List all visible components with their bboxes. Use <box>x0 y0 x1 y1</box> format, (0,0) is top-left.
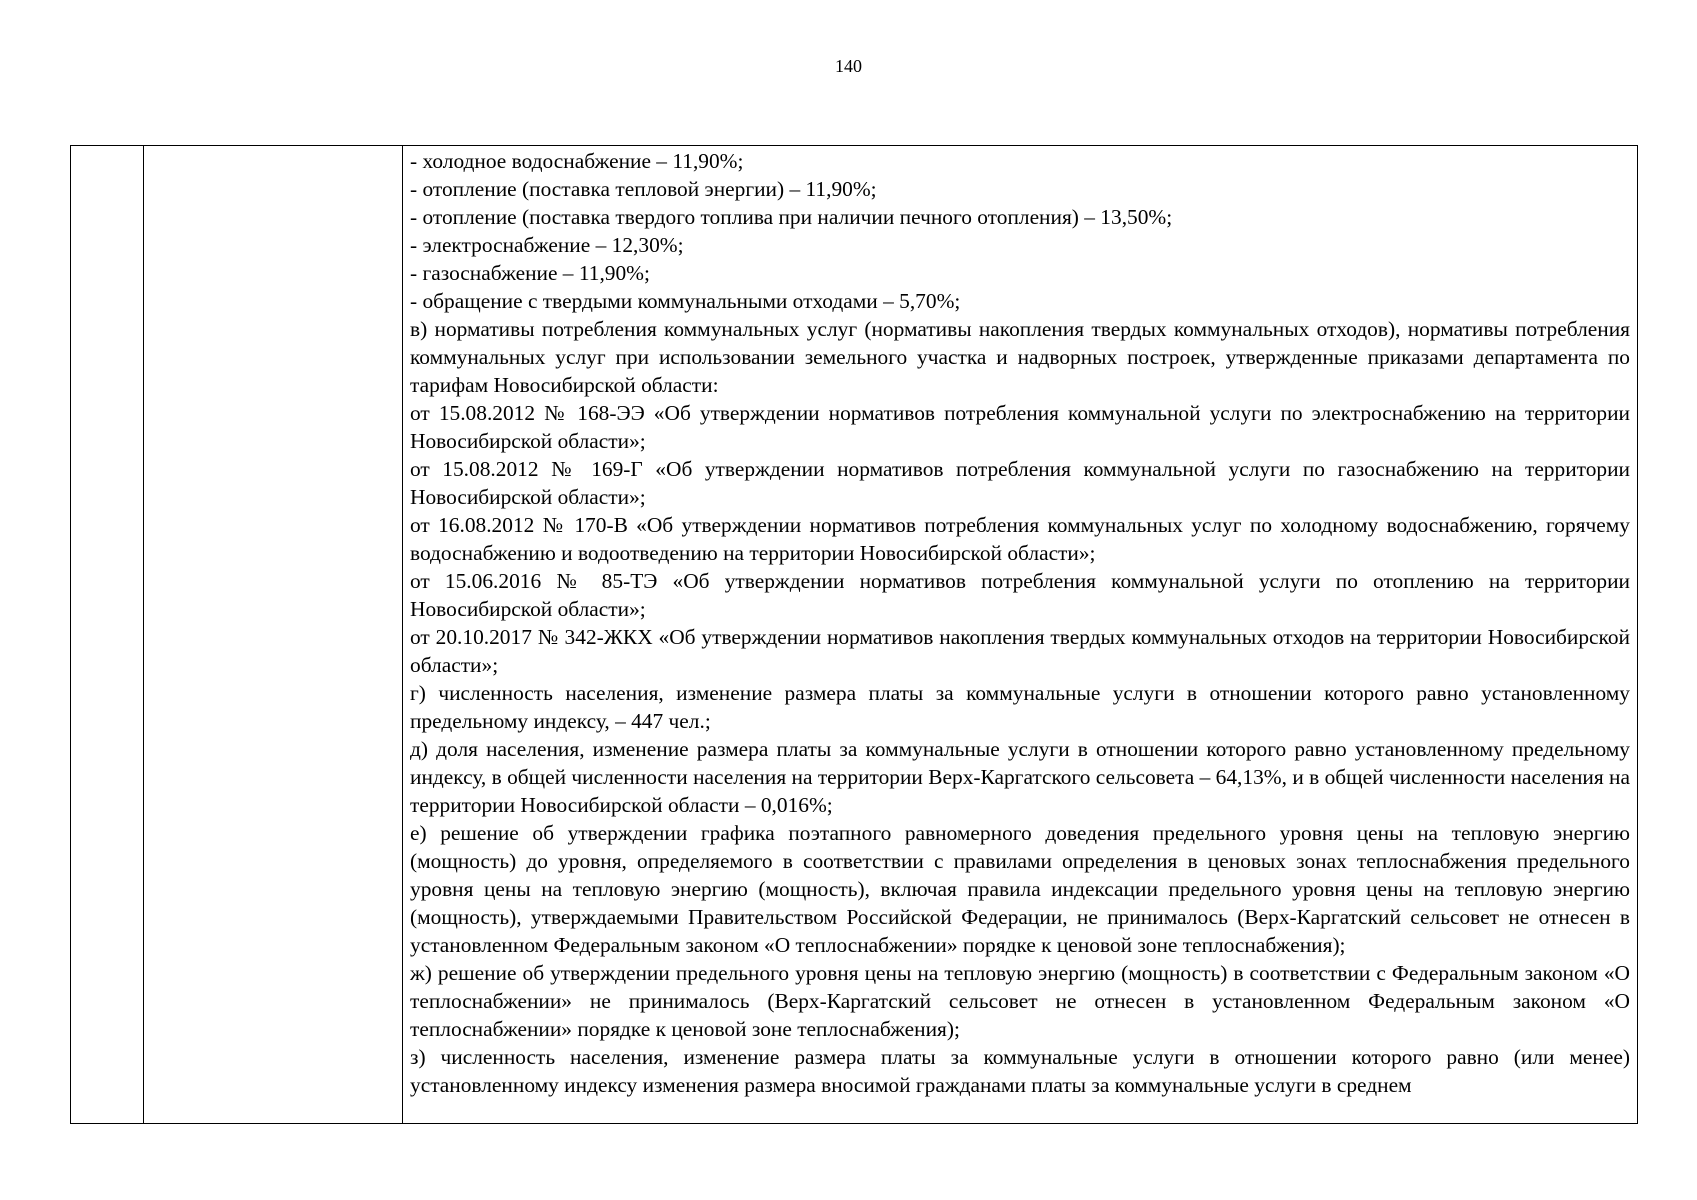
table-row <box>71 146 1638 1124</box>
list-item: - отопление (поставка тепловой энергии) – 11,90%; <box>410 177 877 201</box>
list-item: - отопление (поставка твердого топлива при наличии печного отопления) – 13,50%; <box>410 205 1173 229</box>
paragraph-g: г) численность населения, изменение размера платы за коммунальные услуги в отношении которого равно установленному предельному индексу, – 447 чел.; <box>410 681 1630 733</box>
paragraph-e: е) решение об утверждении графика поэтапного равномерного доведения предельного уровня цены на тепловую энергию (мощность) до уровня, определяемого в соответствии с правилами определения в ценовых зонах теплоснабжения предельного уровня цены на тепловую энергию (мощность), включая правила индексации предельного уровня цены на тепловую энергию (мощность), утверждаемыми Правительством Российской Федерации, не принималось (Верх-Каргатский сельсовет не отнесен в установленном Федеральным законом «О теплоснабжении» порядке к ценовой зоне теплоснабжения); <box>410 821 1630 957</box>
order-169-g: от 15.08.2012 № 169-Г «Об утверждении нормативов потребления коммунальной услуги по газоснабжению на территории Новосибирской области»; <box>410 457 1630 509</box>
paragraph-z: з) численность населения, изменение размера платы за коммунальные услуги в отношении которого равно (или менее) установленному индексу изменения размера вносимой гражданами платы за коммунальные услуги в среднем <box>410 1045 1630 1097</box>
content-text <box>403 146 1637 1099</box>
list-item: - обращение с твердыми коммунальными отходами – 5,70%; <box>410 289 961 313</box>
document-table <box>70 145 1638 1124</box>
order-85-te: от 15.06.2016 № 85-ТЭ «Об утверждении нормативов потребления коммунальной услуги по отоплению на территории Новосибирской области»; <box>410 569 1630 621</box>
order-342-zhkh: от 20.10.2017 № 342-ЖКХ «Об утверждении нормативов накопления твердых коммунальных отходов на территории Новосибирской области»; <box>410 625 1630 677</box>
order-170-v: от 16.08.2012 № 170-В «Об утверждении нормативов потребления коммунальных услуг по холодному водоснабжению, горячему водоснабжению и водоотведению на территории Новосибирской области»; <box>410 513 1630 565</box>
list-item: - электроснабжение – 12,30%; <box>410 233 684 257</box>
list-item: - холодное водоснабжение – 11,90%; <box>410 149 744 173</box>
order-168-ee: от 15.08.2012 № 168-ЭЭ «Об утверждении нормативов потребления коммунальной услуги по электроснабжению на территории Новосибирской области»; <box>410 401 1630 453</box>
paragraph-v: в) нормативы потребления коммунальных услуг (нормативы накопления твердых коммунальных отходов), нормативы потребления коммунальных услуг при использовании земельного участка и надворных построек, утвержденные приказами департамента по тарифам Новосибирской области: <box>410 317 1630 397</box>
paragraph-zh: ж) решение об утверждении предельного уровня цены на тепловую энергию (мощность) в соответствии с Федеральным законом «О теплоснабжении» не принималось (Верх-Каргатский сельсовет не отнесен в установленном Федеральным законом «О теплоснабжении» порядке к ценовой зоне теплоснабжения); <box>410 961 1630 1041</box>
table-cell-number <box>71 146 144 1124</box>
paragraph-d: д) доля населения, изменение размера платы за коммунальные услуги в отношении которого равно установленному предельному индексу, в общей численности населения на территории Верх-Каргатского сельсовета – 64,13%, и в общей численности населения на территории Новосибирской области – 0,016%; <box>410 737 1630 817</box>
table-cell-content <box>403 146 1638 1124</box>
table-cell-name <box>144 146 403 1124</box>
list-item: - газоснабжение – 11,90%; <box>410 261 650 285</box>
page-number: 140 <box>835 56 862 76</box>
